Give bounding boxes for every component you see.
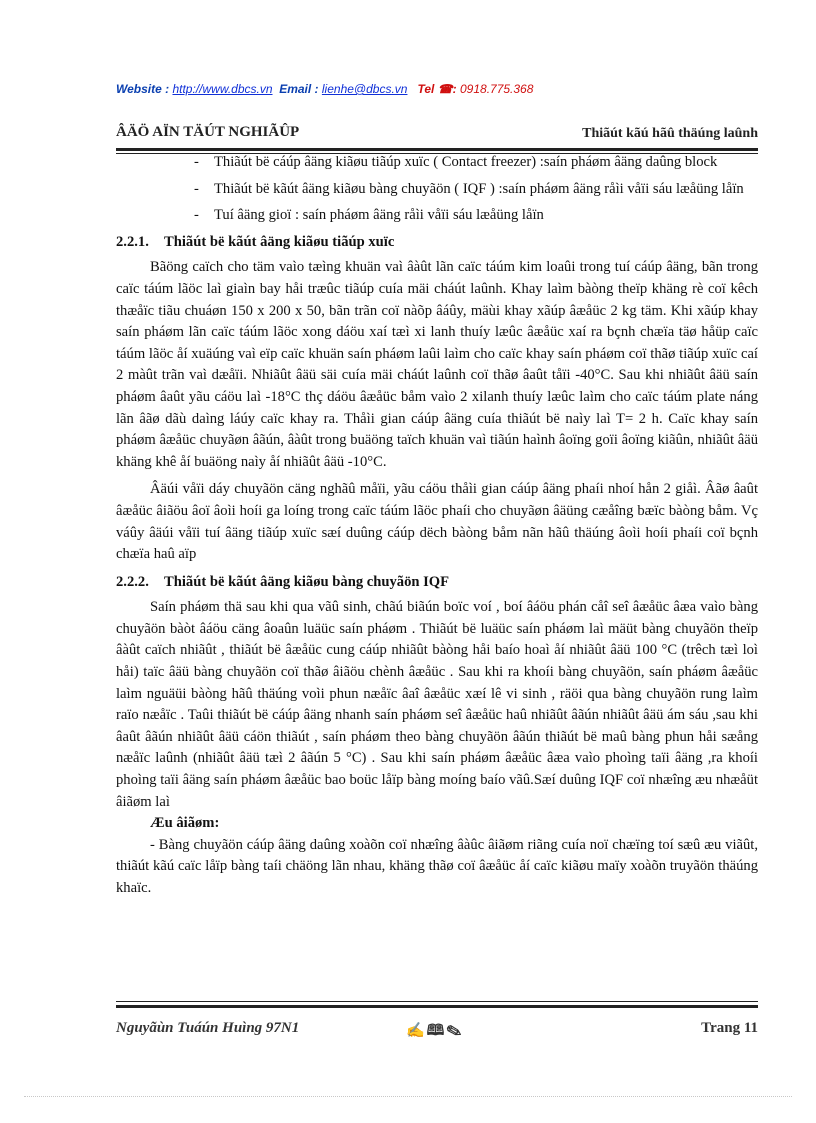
page-header xyxy=(116,124,758,150)
footer-divider-thin xyxy=(116,1001,758,1002)
subheading-advantages: Æu âiãøm: xyxy=(150,815,220,832)
paragraph: - Bàng chuyãön cáúp âäng daûng xoàõn coï nhæîng âàûc âiãøm riãng cuía noï chæïng toí sæû æu viãût, thiãút kãú caïc låïp bàng taíi chäöng lãn nhau, khäng thãø coï âæåüc åí caïc kiãøu maïy xoàõn truyãön thäúng khaïc. xyxy=(116,836,758,896)
header-left-title: ÂÄÖ AÏN TÄÚT NGHIÃÛP xyxy=(116,124,300,140)
paragraph: Saín pháøm thä sau khi qua vãû sinh, chãú biãún boïc voí , boí âáöu phán cåî seî âæåüc âæa vaìo bàng chuyãön bàòt âáöu cäng âoaûn luäüc saín pháøm . Thiãút bë luäüc saín pháøm laì mäüt bàng chuyãön theïp âàût caïch nhiãût , thiãút bë âæåüc cung cáúp nhiãût bàòng håi baío hoaì åí nhiãût âäü 100 °C (trêch tæì loì håi) taïc âäü bàng chuyãön coï thãø âiãöu chènh âæåüc . Sau khi ra khoíi bàng chuyãön, saín pháøm âæåüc laìm nguäüi bàòng hãû thäúng voìi phun næåïc âaî âæåüc xæí lê vi sinh , räöi qua bàng chuyãön rung laìm raïo næåïc . Taûi thiãút bë cáúp âäng nhanh saín pháøm seî âæåüc haû nhiãût âãún nhiãût âäü ám sáu ,sau khi âaût âãún nhiãût âäü cáön thiãút , saín pháøm theo bàng chuyãön âãún thiãút bë maû bàng phun håi sæång næåïc laûnh (nhiãût âäü tæì 2 âãún 5 °C) . Sau khi saín pháøm âæåüc âæa vaìo phoìng taïi âäng ,ra khoíi phoìng taïi âäng saín pháøm âæåüc bao boüc låïp bàng moíng baío vãû.Sæí duûng IQF coï nhæîng æu nhæåüt âiãøm laì xyxy=(116,599,758,810)
footer-page-number: Trang 11 xyxy=(701,1020,758,1036)
website-bar xyxy=(116,82,716,96)
email-link[interactable]: lienhe@dbcs.vn xyxy=(321,82,408,96)
bullet-item: - Tuí âäng gioï : saín pháøm âäng råìi våïi sáu læåüng låïn xyxy=(194,207,544,224)
bullet-item: - Thiãút bë kãút âäng kiãøu bàng chuyãön ( IQF ) :saín pháøm âäng råìi våïi sáu læåüng låïn xyxy=(194,180,744,197)
tel-number: 0918.775.368 xyxy=(460,82,534,96)
paragraph: Âäúi våïi dáy chuyãön cäng nghãû måïi, yãu cáöu thåìi gian cáúp âäng phaíi nhoí hån 2 giåì. Âãø âaût âæåüc âiãöu âoï âoìi hoíi ga loíng trong caïc táúm lãöc phaíi cho chuyãøn âäüng cæåîng bæïc bàòng båm. Vç váûy âäúi våïi tuí âäng tiãúp xuïc sæí duûng cáúp dëch bàòng båm nãn hãû thäúng âoìi hoíi phaíi coï bçnh chæïa haû aïp xyxy=(116,481,758,563)
page-body xyxy=(116,152,758,906)
header-divider-thick xyxy=(116,148,758,151)
tel-label: Tel ☎: xyxy=(417,82,457,96)
website-link[interactable]: http://www.dbcs.vn xyxy=(172,82,273,96)
footer-author: Nguyãùn Tuáún Huìng 97N1 xyxy=(116,1020,300,1036)
paragraph: Bãöng caïch cho täm vaìo tæìng khuän vaì âàût lãn caïc táúm kim loaûi trong tuí cáúp âäng, bãn trong caïc táúm lãöc laì giaìn bay håi træûc tiãúp cuía mäi cháút laûnh. Khay laìm bàòng theïp khäng rè coï kêch thæåïc tiãu chuáøn 150 x 200 x 50, bãn trãn coï nàõp âáûy, mäùi khay xãúp âæåüc 2 kg täm. Khi xãúp khay saín pháøm lãn caïc táúm lãöc xong dáöu xaí tæì xi lanh thuíy læûc âæåüc xaí ra bçnh chæïa täø håüp caïc táúm lãöc åí xuäúng vaì eïp caïc khuän saín pháøm laûi laìm cho caïc khay saín pháøm coï thãø tiãúp xuïc caí 2 màût trãn vaì dæåïi. Nhiãût âäü säi cuía mäi cháút laûnh coï thãø âaût tåïi -40°C. Sau khi nhiãût âäü saín pháøm âaût yãu cáöu laì -18°C thç dáöu âæåüc båm vaìo 2 xilanh thuíy læûc laìm cho caïc táúm plate náng lãn âãø dãù daìng láúy caïc khay ra. Thåìi gian cáúp âäng cuía thiãút bë naìy laì T= 2 h. Caïc khay saín pháøm âæåüc chuyãøn âãún, âàût trong buäöng taïch khuän vaì tiãún haình âoïng goïi âoïng kiãûn, nhiãût âäü khäng khê åí buäöng naìy åí nhiãût âäü -10°C. xyxy=(116,259,758,470)
page-bottom-rule xyxy=(24,1096,792,1097)
bullet-item: - Thiãút bë cáúp âäng kiãøu tiãúp xuïc ( Contact freezer) :saín pháøm âäng daûng block xyxy=(194,154,718,170)
section-heading-2-2-2: 2.2.2. Thiãút bë kãút âäng kiãøu bàng chuyãön IQF xyxy=(116,573,450,590)
section-heading-2-2-1: 2.2.1. Thiãút bë kãút âäng kiãøu tiãúp xuïc xyxy=(116,233,395,250)
website-label: Website : xyxy=(116,82,170,96)
footer-ornament-icon: ✍🕮✎ xyxy=(406,1023,464,1039)
footer-divider-thick xyxy=(116,1005,758,1008)
page-footer xyxy=(116,1020,758,1044)
header-right-title: Thiãút kãú hãû thäúng laûnh xyxy=(582,126,758,141)
email-label: Email : xyxy=(279,82,319,96)
